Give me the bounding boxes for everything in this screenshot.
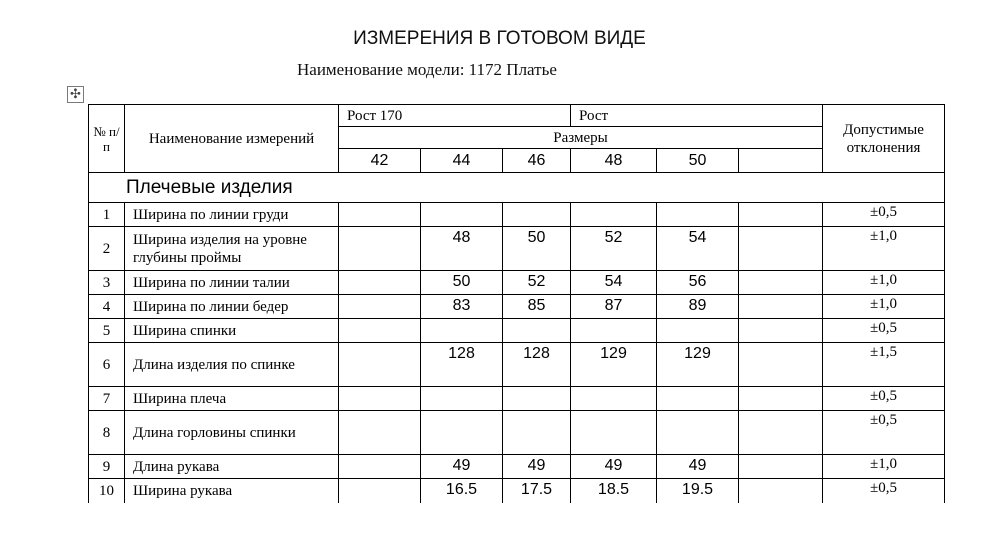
- table-row: [89, 387, 945, 411]
- header-tolerance: Допустимые отклонения: [823, 105, 945, 173]
- tolerance-value: ±0,5: [823, 411, 945, 455]
- measurement-name: Ширина плеча: [125, 387, 339, 411]
- table-row: [89, 203, 945, 227]
- measurement-value: 49: [503, 455, 571, 479]
- measurement-value: 83: [421, 295, 503, 319]
- measurement-value: [339, 343, 421, 387]
- table-row: [89, 227, 945, 271]
- measurement-value: 17.5: [503, 479, 571, 503]
- section-title: Плечевые изделия: [89, 173, 945, 203]
- measurement-value: [739, 203, 823, 227]
- row-number: 9: [89, 455, 125, 479]
- measurement-value: 19.5: [657, 479, 739, 503]
- measurement-value: 89: [657, 295, 739, 319]
- measurement-value: 56: [657, 271, 739, 295]
- measurement-value: 129: [657, 343, 739, 387]
- tolerance-value: ±0,5: [823, 387, 945, 411]
- header-num: № п/ п: [89, 105, 125, 173]
- row-number: 2: [89, 227, 125, 271]
- measurement-value: [739, 227, 823, 271]
- table-row: [89, 295, 945, 319]
- measurement-value: [571, 319, 657, 343]
- header-name: Наименование измерений: [125, 105, 339, 173]
- measurement-value: 128: [421, 343, 503, 387]
- measurement-value: [571, 387, 657, 411]
- measurement-name: Длина изделия по спинке: [125, 343, 339, 387]
- header-row: [89, 105, 945, 127]
- measurement-value: [657, 387, 739, 411]
- measurement-value: [739, 343, 823, 387]
- row-number: 5: [89, 319, 125, 343]
- tolerance-value: ±1,0: [823, 295, 945, 319]
- table-move-handle-icon[interactable]: ✣: [67, 86, 84, 103]
- measurement-name: Ширина изделия на уровне глубины проймы: [125, 227, 339, 271]
- measurement-name: Ширина по линии талии: [125, 271, 339, 295]
- table-row: [89, 479, 945, 503]
- table-row: [89, 319, 945, 343]
- measurement-value: [503, 411, 571, 455]
- measurement-value: [339, 203, 421, 227]
- measurement-value: [421, 411, 503, 455]
- measurement-name: Длина рукава: [125, 455, 339, 479]
- measurement-value: 49: [421, 455, 503, 479]
- measurement-value: 49: [571, 455, 657, 479]
- row-number: 8: [89, 411, 125, 455]
- tolerance-value: ±0,5: [823, 319, 945, 343]
- measurement-value: 49: [657, 455, 739, 479]
- measurement-value: [503, 319, 571, 343]
- measurement-value: 48: [421, 227, 503, 271]
- table-row: [89, 343, 945, 387]
- measurement-value: [739, 319, 823, 343]
- size-header-4: 50: [657, 149, 739, 173]
- table-row: [89, 271, 945, 295]
- model-name: Наименование модели: 1172 Платье: [297, 60, 557, 79]
- measurement-value: [339, 387, 421, 411]
- measurement-value: 50: [421, 271, 503, 295]
- size-header-5: [739, 149, 823, 173]
- row-number: 4: [89, 295, 125, 319]
- tolerance-value: ±1,0: [823, 227, 945, 271]
- measurement-value: [503, 203, 571, 227]
- measurement-value: 52: [503, 271, 571, 295]
- measurement-value: [657, 411, 739, 455]
- row-number: 7: [89, 387, 125, 411]
- tolerance-value: ±1,5: [823, 343, 945, 387]
- measurement-name: Ширина спинки: [125, 319, 339, 343]
- measurement-name: Ширина по линии груди: [125, 203, 339, 227]
- measurement-value: 87: [571, 295, 657, 319]
- tolerance-value: ±0,5: [823, 479, 945, 503]
- measurement-value: [739, 411, 823, 455]
- row-number: 10: [89, 479, 125, 503]
- measurement-value: 52: [571, 227, 657, 271]
- header-height-1: Рост 170: [339, 105, 571, 127]
- tolerance-value: ±0,5: [823, 203, 945, 227]
- section-row: [89, 173, 945, 203]
- measurement-value: [421, 203, 503, 227]
- measurement-name: Длина горловины спинки: [125, 411, 339, 455]
- measurement-name: Ширина рукава: [125, 479, 339, 503]
- measurements-table: [88, 104, 945, 503]
- size-header-1: 44: [421, 149, 503, 173]
- size-header-2: 46: [503, 149, 571, 173]
- row-number: 1: [89, 203, 125, 227]
- size-header-0: 42: [339, 149, 421, 173]
- measurement-value: [657, 203, 739, 227]
- measurement-value: [739, 455, 823, 479]
- measurement-value: [339, 319, 421, 343]
- tolerance-value: ±1,0: [823, 271, 945, 295]
- measurement-value: 54: [571, 271, 657, 295]
- header-sizes-label: Размеры: [339, 127, 823, 149]
- measurement-value: [739, 387, 823, 411]
- measurement-value: [339, 295, 421, 319]
- measurement-value: [339, 227, 421, 271]
- measurement-value: [739, 295, 823, 319]
- measurement-value: 129: [571, 343, 657, 387]
- measurement-value: [571, 203, 657, 227]
- measurement-value: [339, 455, 421, 479]
- row-number: 6: [89, 343, 125, 387]
- measurement-value: [421, 319, 503, 343]
- measurement-value: [421, 387, 503, 411]
- tolerance-value: ±1,0: [823, 455, 945, 479]
- table-row: [89, 411, 945, 455]
- table-row: [89, 455, 945, 479]
- measurement-value: [339, 411, 421, 455]
- measurement-value: 18.5: [571, 479, 657, 503]
- measurement-value: 54: [657, 227, 739, 271]
- measurement-value: [657, 319, 739, 343]
- measurement-value: [739, 271, 823, 295]
- measurement-value: [739, 479, 823, 503]
- measurement-name: Ширина по линии бедер: [125, 295, 339, 319]
- measurement-value: [339, 479, 421, 503]
- measurement-value: [339, 271, 421, 295]
- measurement-value: 85: [503, 295, 571, 319]
- measurement-value: 16.5: [421, 479, 503, 503]
- measurement-value: [503, 387, 571, 411]
- document-title: ИЗМЕРЕНИЯ В ГОТОВОМ ВИДЕ: [353, 28, 646, 49]
- measurement-value: 128: [503, 343, 571, 387]
- header-height-2: Рост: [571, 105, 823, 127]
- measurement-value: [571, 411, 657, 455]
- row-number: 3: [89, 271, 125, 295]
- measurement-value: 50: [503, 227, 571, 271]
- size-header-3: 48: [571, 149, 657, 173]
